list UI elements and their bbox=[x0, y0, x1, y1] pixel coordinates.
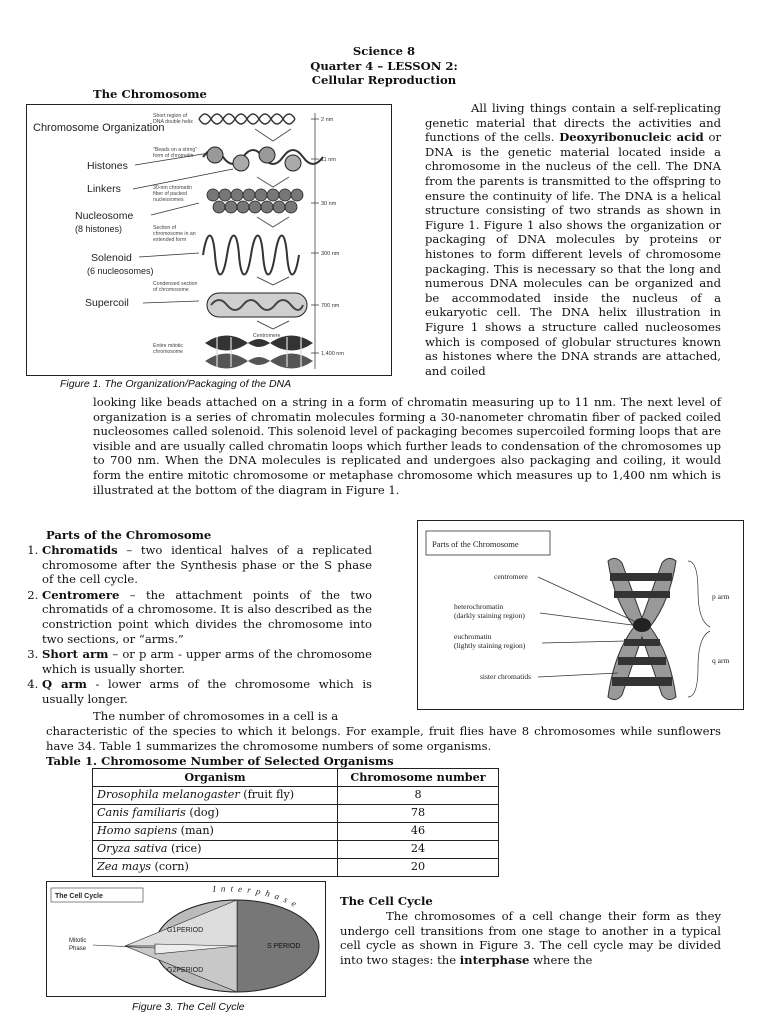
fig3-label-s: S PERIOD bbox=[267, 943, 301, 950]
fig1-scale-1400nm: 1,400 nm bbox=[321, 351, 344, 357]
table-header-chromosome-number: Chromosome number bbox=[338, 769, 499, 787]
fig1-scale-bar bbox=[311, 113, 319, 369]
fig1-note-centromere: Centromere bbox=[253, 333, 281, 339]
fig2-label-sister-chromatids: sister chromatids bbox=[480, 672, 532, 681]
fig1-label-nucleosome-sub: (8 histones) bbox=[75, 224, 123, 234]
fig1-note-5b: of chromosome bbox=[153, 287, 189, 293]
intro-text-1: All living things contain a self-replicating genetic material that directs the activities and functions of the cells. bbox=[425, 101, 721, 145]
fig1-note-6b: chromosome bbox=[153, 349, 183, 355]
chromosome-number-lead: The number of chromosomes in a cell is a bbox=[93, 709, 339, 723]
intro-paragraph bbox=[425, 101, 721, 378]
fig3-label-g1: G1PERIOD bbox=[167, 927, 204, 934]
fig3-label-phase: Phase bbox=[69, 946, 87, 952]
section-title-chromosome: The Chromosome bbox=[93, 87, 207, 101]
fig1-label-nucleosome: Nucleosome bbox=[75, 210, 134, 222]
fig1-scale-11nm: 11 nm bbox=[321, 157, 336, 163]
table-cell-number: 78 bbox=[338, 805, 499, 823]
table-cell-organism: Canis familiaris (dog) bbox=[93, 805, 338, 823]
fig2-label-q-arm: q arm bbox=[712, 656, 730, 665]
fig3-label-interphase: Interphase bbox=[212, 883, 303, 912]
fig1-30nm-fiber bbox=[207, 189, 303, 213]
figure-2-parts-of-chromosome bbox=[417, 520, 744, 710]
fig3-title: The Cell Cycle bbox=[55, 893, 103, 900]
parts-item-q-arm: 4. Q arm - lower arms of the chromosome which is usually longer. bbox=[42, 677, 372, 706]
cell-cycle-term-interphase: interphase bbox=[459, 952, 530, 967]
table-cell-number: 20 bbox=[338, 859, 499, 877]
fig1-label-solenoid: Solenoid bbox=[91, 252, 132, 264]
table-cell-organism: Homo sapiens (man) bbox=[93, 823, 338, 841]
header-topic: Cellular Reproduction bbox=[311, 73, 457, 88]
fig1-note-2b: form of chromatin bbox=[153, 153, 194, 159]
fig1-label-supercoil: Supercoil bbox=[85, 297, 129, 309]
parts-list bbox=[20, 543, 372, 708]
parts-item-short-arm: 3. Short arm – or p arm - upper arms of the chromosome which is usually shorter. bbox=[42, 647, 372, 676]
fig1-dna-helix bbox=[199, 114, 295, 124]
fig1-beads-on-string bbox=[203, 147, 323, 171]
fig2-label-heterochromatin: heterochromatin bbox=[454, 602, 504, 611]
table-cell-number: 24 bbox=[338, 841, 499, 859]
table-row bbox=[93, 823, 499, 841]
fig2-label-euchromatin-sub: (lightly staining region) bbox=[454, 641, 526, 650]
cell-cycle-text: The chromosomes of a cell change their form as they undergo cell transitions from one stage to another in a typical cell cycle as shown in Figure 3. The cell cycle may be divided into two stages: the bbox=[340, 909, 721, 967]
fig1-note-2a: "Beads on a string" bbox=[153, 147, 198, 153]
fig1-condensed-section bbox=[207, 293, 307, 317]
header-subject: Science 8 bbox=[352, 44, 416, 58]
fig1-note-1b: DNA double helix bbox=[153, 119, 193, 125]
fig2-label-p-arm: p arm bbox=[712, 592, 730, 601]
fig1-note-1a: Short region of bbox=[153, 113, 188, 119]
figure-1-diagram bbox=[27, 105, 391, 375]
header-lesson: Quarter 4 – LESSON 2: bbox=[310, 58, 458, 73]
section-title-parts: Parts of the Chromosome bbox=[46, 528, 212, 542]
section-title-cell-cycle: The Cell Cycle bbox=[340, 894, 433, 908]
fig1-scale-2nm: 2 nm bbox=[321, 117, 334, 123]
fig1-chromatin-loops bbox=[203, 236, 299, 275]
table-1-chromosome-numbers bbox=[92, 768, 499, 877]
cell-cycle-paragraph bbox=[340, 909, 721, 967]
fig1-label-solenoid-sub: (6 nucleosomes) bbox=[87, 266, 154, 276]
fig2-title: Parts of the Chromosome bbox=[432, 539, 519, 549]
table-row bbox=[93, 841, 499, 859]
table-row bbox=[93, 805, 499, 823]
fig1-scale-30nm: 30 nm bbox=[321, 201, 337, 207]
fig1-label-histones: Histones bbox=[87, 160, 128, 172]
table-cell-number: 8 bbox=[338, 787, 499, 805]
fig2-label-centromere: centromere bbox=[494, 572, 528, 581]
parts-item-chromatids: 1. Chromatids – two identical halves of a replicated chromosome after the Synthesis phase or the S phase of the cell cycle. bbox=[42, 543, 372, 587]
fig1-scale-300nm: 300 nm bbox=[321, 251, 340, 257]
table-cell-number: 46 bbox=[338, 823, 499, 841]
chromosome-number-paragraph: characteristic of the species to which it belongs. For example, fruit flies have 8 chromosomes while sunflowers have 34. Table 1 summarizes the chromosome numbers of some organisms. bbox=[46, 724, 721, 753]
fig3-label-mitotic: Mitotic bbox=[69, 938, 87, 944]
fig2-label-euchromatin: euchromatin bbox=[454, 632, 492, 641]
fig1-note-4c: extended form bbox=[153, 237, 187, 243]
fig1-note-5a: Condensed section bbox=[153, 281, 198, 287]
table-1-title: Table 1. Chromosome Number of Selected Organisms bbox=[46, 754, 394, 768]
fig1-title: Chromosome Organization bbox=[33, 122, 165, 134]
fig1-note-3c: nucleosomes bbox=[153, 197, 184, 203]
fig1-label-linkers: Linkers bbox=[87, 183, 121, 195]
table-cell-organism: Drosophila melanogaster (fruit fly) bbox=[93, 787, 338, 805]
intro-term-dna: Deoxyribonucleic acid bbox=[559, 130, 704, 145]
table-row bbox=[93, 787, 499, 805]
fig3-label-g2: G2PERIOD bbox=[167, 967, 204, 974]
figure-3-caption: Figure 3. The Cell Cycle bbox=[132, 1001, 245, 1013]
fig1-scale-700nm: 700 nm bbox=[321, 303, 340, 309]
figure-1-caption: Figure 1. The Organization/Packaging of the DNA bbox=[60, 378, 292, 390]
figure-3-diagram bbox=[47, 882, 325, 996]
fig2-chromosome bbox=[608, 558, 676, 699]
figure-1-chromosome-organization bbox=[26, 104, 392, 376]
cell-cycle-text-tail: where the bbox=[529, 952, 593, 967]
fig1-note-3a: 30-nm chromatin bbox=[153, 185, 192, 191]
table-header-organism: Organism bbox=[93, 769, 338, 787]
figure-2-diagram bbox=[418, 521, 743, 709]
fig1-note-4a: Section of bbox=[153, 225, 177, 231]
fig2-label-heterochromatin-sub: (darkly staining region) bbox=[454, 611, 525, 620]
header bbox=[0, 44, 768, 88]
figure-3-cell-cycle bbox=[46, 881, 326, 997]
table-cell-organism: Oryza sativa (rice) bbox=[93, 841, 338, 859]
table-row bbox=[93, 859, 499, 877]
fig1-note-4b: chromosome in an bbox=[153, 231, 196, 237]
table-header-row bbox=[93, 769, 499, 787]
parts-item-centromere: 2. Centromere – the attachment points of the two chromatids of a chromosome. It is also described as the constriction point which divides the chromosome into two sections, or “arms.” bbox=[42, 588, 372, 646]
intro-text-2: or DNA is the genetic material located inside a chromosome in the nucleus of the cell. The DNA from the parents is transmitted to the offspring to ensure the continuity of life. The DNA is a helical structure consisting of two strands as shown in Figure 1. Figure 1 also shows the organization or packaging of DNA molecules by proteins or histones to form different levels of chromosome packaging. This is necessary so that the long and numerous DNA molecules can be organized and be accommodated inside the nucleus of a eukaryotic cell. The DNA helix illustration in Figure 1 shows a structure called nucleosomes which is composed of globular structures known as histones where the DNA strands are attached, and coiled bbox=[425, 130, 721, 378]
intro-paragraph-continued: looking like beads attached on a string in a form of chromatin measuring up to 11 nm. The next level of organization is a series of chromatin molecules forming a 30-nanometer chromatin fiber of packed coiled nucleosomes called solenoid. This solenoid level of packaging becomes supercoiled forming loops that are visible and are usually called chromatin loops which further leads to condensation of the chromosomes up to 700 nm. When the DNA molecules is replicated and undergoes also packaging and coiling, it would form the entire mitotic chromosome or metaphase chromosome which measures up to 1,400 nm which is illustrated at the bottom of the diagram in Figure 1. bbox=[93, 395, 721, 497]
fig1-note-6a: Entire mitotic bbox=[153, 343, 183, 349]
fig1-note-3b: fiber of packed bbox=[153, 191, 188, 197]
fig1-mitotic-chromosome bbox=[205, 335, 313, 368]
table-cell-organism: Zea mays (corn) bbox=[93, 859, 338, 877]
